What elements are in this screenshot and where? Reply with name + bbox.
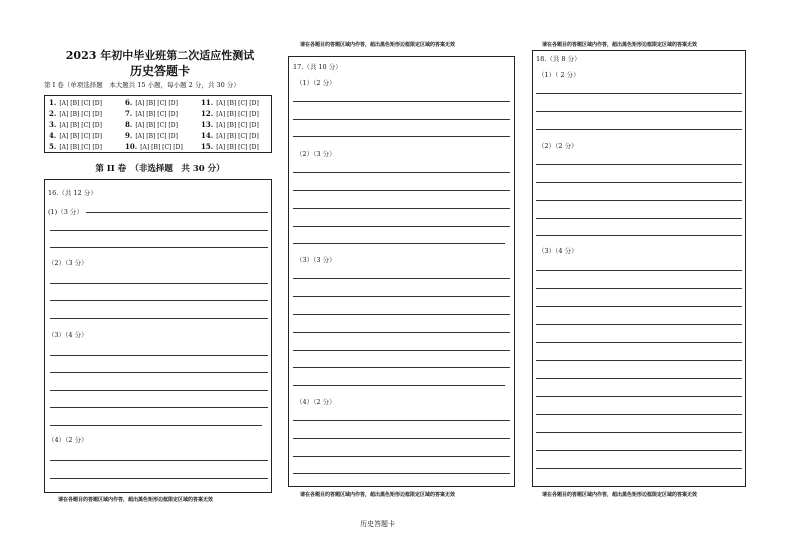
answer-line[interactable] (50, 460, 268, 461)
answer-line[interactable] (536, 342, 742, 343)
answer-line[interactable] (293, 332, 510, 333)
q16-title: 16.（共 12 分） (48, 189, 97, 197)
mcq-number: 5. (49, 142, 57, 151)
answer-line[interactable] (536, 360, 742, 361)
answer-line[interactable] (536, 396, 742, 397)
answer-line[interactable] (293, 456, 510, 457)
mcq-question[interactable] (201, 142, 259, 151)
answer-line[interactable] (293, 208, 510, 209)
mcq-options[interactable]: [A] [B] [C] [D] (216, 122, 259, 129)
mcq-options[interactable]: [A] [B] [C] [D] (59, 100, 102, 107)
answer-line[interactable] (50, 318, 268, 319)
answer-line[interactable] (536, 468, 742, 469)
answer-line[interactable] (50, 283, 268, 284)
mcq-number: 9. (125, 131, 133, 140)
mcq-question[interactable] (49, 98, 102, 107)
answer-line[interactable] (293, 119, 510, 120)
answer-line[interactable] (536, 235, 742, 236)
answer-line[interactable] (536, 164, 742, 165)
mcq-number: 10. (125, 142, 138, 151)
answer-line[interactable] (293, 367, 510, 368)
answer-line[interactable] (50, 300, 268, 301)
answer-line[interactable] (293, 438, 510, 439)
section1-note: 第 I 卷（单项选择题 本大题共 15 小题，每小题 2 分，共 30 分） (44, 81, 240, 89)
q17-part3: （3）（3 分） (296, 256, 336, 264)
mcq-options[interactable]: [A] [B] [C] [D] (135, 100, 178, 107)
warning-text: 请在各题目的答题区域内作答，超出黑色矩形边框限定区域的答案无效 (300, 42, 456, 48)
answer-line[interactable] (293, 296, 510, 297)
answer-line[interactable] (50, 390, 268, 391)
answer-line[interactable] (293, 190, 510, 191)
answer-line[interactable] (536, 200, 742, 201)
answer-line[interactable] (50, 355, 268, 356)
mcq-number: 4. (49, 131, 57, 140)
mcq-number: 6. (125, 98, 133, 107)
mcq-number: 2. (49, 109, 57, 118)
mcq-number: 8. (125, 120, 133, 129)
q17-part4: （4）（2 分） (296, 398, 336, 406)
q17-part1: （1）（2 分） (296, 79, 336, 87)
answer-line[interactable] (536, 414, 742, 415)
answer-line[interactable] (293, 243, 505, 244)
answer-line[interactable] (293, 350, 510, 351)
answer-line[interactable] (536, 111, 742, 112)
q18-part3: （3）（4 分） (538, 247, 578, 255)
mcq-question[interactable] (125, 131, 178, 140)
mcq-number: 14. (201, 131, 214, 140)
answer-line[interactable] (86, 212, 268, 213)
mcq-question[interactable] (125, 98, 178, 107)
mcq-question[interactable] (49, 131, 102, 140)
page-footer: 历史答题卡 (360, 520, 395, 528)
answer-line[interactable] (293, 420, 510, 421)
q18-part2: （2）（2 分） (538, 142, 578, 150)
answer-line[interactable] (50, 425, 262, 426)
q18-title: 18.（共 8 分） (536, 55, 581, 63)
answer-line[interactable] (536, 450, 742, 451)
mcq-options[interactable]: [A] [B] [C] [D] (135, 133, 178, 140)
answer-line[interactable] (293, 172, 510, 173)
answer-line[interactable] (50, 247, 268, 248)
mcq-box (44, 95, 272, 153)
mcq-number: 13. (201, 120, 214, 129)
mcq-question[interactable] (201, 109, 259, 118)
mcq-options[interactable]: [A] [B] [C] [D] (135, 122, 178, 129)
answer-line[interactable] (50, 478, 268, 479)
q16-part2: （2）（3 分） (48, 259, 88, 267)
mcq-options[interactable]: [A] [B] [C] [D] (59, 133, 102, 140)
answer-line[interactable] (293, 101, 510, 102)
warning-text: 请在各题目的答题区域内作答，超出黑色矩形边框限定区域的答案无效 (300, 492, 456, 498)
answer-line[interactable] (536, 432, 742, 433)
answer-line[interactable] (293, 136, 510, 137)
mcq-number: 11. (201, 98, 214, 107)
answer-line[interactable] (536, 218, 742, 219)
answer-line[interactable] (536, 306, 742, 307)
mcq-question[interactable] (49, 109, 102, 118)
mcq-question[interactable] (125, 109, 178, 118)
q17-box (288, 56, 515, 487)
q18-part1: （1）（ 2 分） (538, 71, 580, 79)
mcq-question[interactable] (201, 120, 259, 129)
mcq-options[interactable]: [A] [B] [C] [D] (140, 144, 183, 151)
q16-part3: （3）（4 分） (48, 331, 88, 339)
answer-line[interactable] (536, 288, 742, 289)
q16-part4: （4）（2 分） (48, 436, 88, 444)
mcq-options[interactable]: [A] [B] [C] [D] (216, 144, 259, 151)
answer-line[interactable] (536, 182, 742, 183)
mcq-question[interactable] (201, 98, 259, 107)
mcq-number: 1. (49, 98, 57, 107)
mcq-question[interactable] (125, 142, 183, 151)
page-subtitle: 历史答题卡 (129, 64, 190, 78)
page-title: 2023 年初中毕业班第二次适应性测试 (65, 49, 255, 62)
q17-part2: （2）（3 分） (296, 150, 336, 158)
answer-line[interactable] (536, 324, 742, 325)
mcq-number: 3. (49, 120, 57, 129)
q18-box (532, 50, 746, 487)
mcq-options[interactable]: [A] [B] [C] [D] (59, 111, 102, 118)
mcq-number: 15. (201, 142, 214, 151)
mcq-options[interactable]: [A] [B] [C] [D] (216, 100, 259, 107)
mcq-options[interactable]: [A] [B] [C] [D] (216, 133, 259, 140)
warning-text: 请在各题目的答题区域内作答，超出黑色矩形边框限定区域的答案无效 (542, 492, 698, 498)
answer-line[interactable] (536, 129, 742, 130)
q16-part1: (1)（3 分） (48, 208, 83, 216)
mcq-options[interactable]: [A] [B] [C] [D] (59, 122, 102, 129)
mcq-question[interactable] (49, 142, 102, 151)
answer-line[interactable] (536, 378, 742, 379)
answer-line[interactable] (536, 270, 742, 271)
mcq-options[interactable]: [A] [B] [C] [D] (59, 144, 102, 151)
answer-line[interactable] (50, 230, 268, 231)
mcq-options[interactable]: [A] [B] [C] [D] (216, 111, 259, 118)
answer-line[interactable] (293, 226, 510, 227)
answer-line[interactable] (50, 372, 268, 373)
mcq-question[interactable] (49, 120, 102, 129)
warning-text: 请在各题目的答题区域内作答，超出黑色矩形边框限定区域的答案无效 (58, 497, 214, 503)
mcq-question[interactable] (201, 131, 259, 140)
answer-line[interactable] (293, 314, 510, 315)
answer-line[interactable] (293, 278, 510, 279)
mcq-options[interactable]: [A] [B] [C] [D] (135, 111, 178, 118)
answer-line[interactable] (293, 473, 510, 474)
answer-line[interactable] (536, 93, 742, 94)
q17-title: 17.（共 10 分） (293, 63, 342, 71)
answer-line[interactable] (293, 385, 505, 386)
mcq-number: 12. (201, 109, 214, 118)
mcq-question[interactable] (125, 120, 178, 129)
answer-line[interactable] (50, 407, 268, 408)
warning-text: 请在各题目的答题区域内作答，超出黑色矩形边框限定区域的答案无效 (542, 42, 698, 48)
mcq-number: 7. (125, 109, 133, 118)
section2-title: 第 II 卷 （非选择题 共 30 分） (95, 164, 225, 174)
